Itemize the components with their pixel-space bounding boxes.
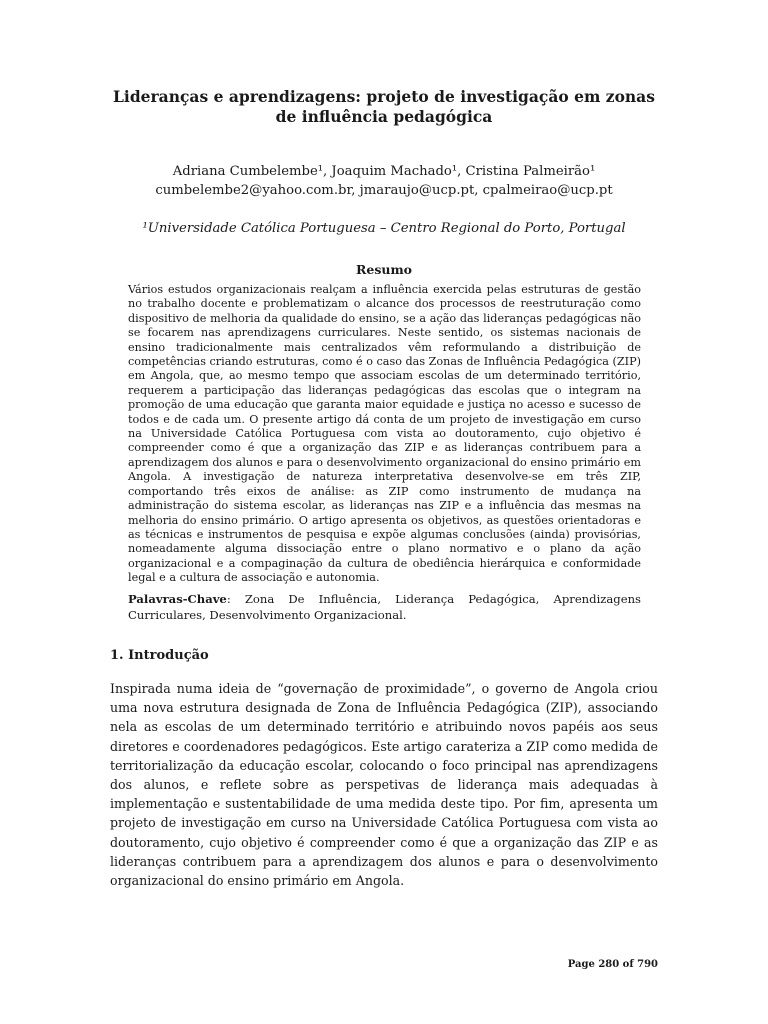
keywords-label: Palavras-Chave [128, 592, 227, 606]
affiliation: ¹Universidade Católica Portuguesa – Centro Regional do Porto, Portugal [142, 221, 626, 236]
author-block [110, 162, 658, 200]
introduction-text: Inspirada numa ideia de “governação de proximidade”, o governo de Angola criou uma nova estrutura designada de Zona de Influência Pedagógica (ZIP), associando nela as escolas de um determinado território e atribuindo novos papéis aos seus diretores e coordenadores pedagógicos. Este artigo carateriza a ZIP como medida de territorialização da educação escolar, colocando o foco principal nas aprendizagens dos alunos, e reflete sobre as perspetivas de liderança mais adequadas à implementação e sustentabilidade de uma medida deste tipo. Por fim, apresenta um projeto de investigação em curso na Universidade Católica Portuguesa com vista ao doutoramento, cujo objetivo é compreender como é que a organização das ZIP e as lideranças contribuem para a aprendizagem dos alunos e para o desenvolvimento organizacional do ensino primário em Angola. [110, 681, 658, 889]
author-emails: cumbelembe2@yahoo.com.br, jmaraujo@ucp.pt, cpalmeirao@ucp.pt [155, 183, 613, 198]
keywords [128, 592, 641, 623]
abstract-heading: Resumo [355, 262, 413, 277]
abstract-text: Vários estudos organizacionais realçam a influência exercida pelas estruturas de gestão no trabalho docente e problematizam o alcance dos processos de reestruturação como dispositivo de melhoria da qualidade do ensino, se a ação das lideranças pedagógicas não se focarem nas aprendizagens curriculares. Neste sentido, os sistemas nacionais de ensino tradicionalmente mais centralizados vêm reformulando a distribuição de competências criando estruturas, como é o caso das Zonas de Influência Pedagógica (ZIP) em Angola, que, ao mesmo tempo que associam escolas de um determinado território, requerem a participação das lideranças pedagógicas das escolas que o integram na promoção de uma educação que garanta maior equidade e justiça no acesso e sucesso de todos e de cada um. O presente artigo dá conta de um projeto de investigação em curso na Universidade Católica Portuguesa com vista ao doutoramento, cujo objetivo é compreender como é que a organização das ZIP e as lideranças contribuem para a aprendizagem dos alunos e para o desenvolvimento organizacional do ensino primário em Angola. A investigação de natureza interpretativa desenvolve-se em três ZIP, comportando três eixos de análise: as ZIP como instrumento de mudança na administração do sistema escolar, as lideranças nas ZIP e a influência das mesmas na melhoria do ensino primário. O artigo apresenta os objetivos, as questões orientadoras e as técnicas e instrumentos de pesquisa e expõe algumas conclusões (ainda) provisórias, nomeadamente alguma dissociação entre o plano normativo e o plano da ação organizacional e a compaginação da cultura de obediência hierárquica e conformidade legal e a cultura de associação e autonomia. [128, 283, 641, 585]
author-names: Adriana Cumbelembe¹, Joaquim Machado¹, Cristina Palmeirão¹ [172, 164, 596, 179]
keywords-text: : Zona De Influência, Liderança Pedagógica, Aprendizagens Curriculares, Desenvolvimento Organizacional. [128, 592, 641, 622]
section-heading: 1. Introdução [110, 648, 209, 663]
page-number: Page 280 of 790 [567, 959, 658, 970]
paper-title: Lideranças e aprendizagens: projeto de investigação em zonas de influência pedagógica [113, 87, 655, 126]
